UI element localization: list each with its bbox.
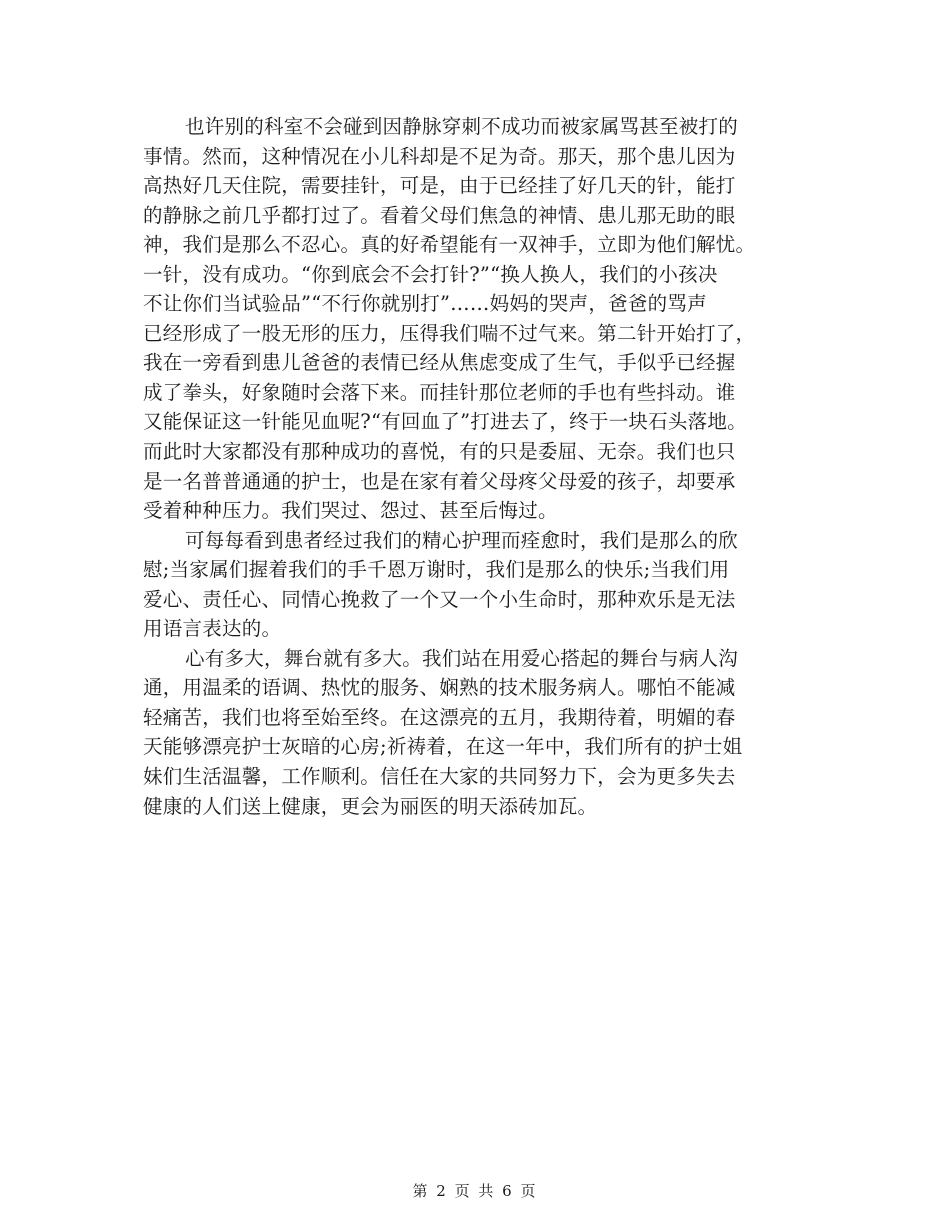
- text-line: 慰;当家属们握着我们的手千恩万谢时，我们是那么的快乐;当我们用: [143, 558, 730, 582]
- text-line: 天能够漂亮护士灰暗的心房;祈祷着，在这一年中，我们所有的护士姐: [143, 735, 743, 759]
- text-line: 可每每看到患者经过我们的精心护理而痊愈时，我们是那么的欣: [185, 528, 739, 552]
- text-line: 轻痛苦，我们也将至始至终。在这漂亮的五月，我期待着，明媚的春: [143, 705, 736, 729]
- text-line: 是一名普普通通的护士，也是在家有着父母疼父母爱的孩子，却要承: [143, 469, 736, 493]
- text-line: 神，我们是那么不忍心。真的好希望能有一双神手，立即为他们解忧。: [143, 233, 756, 257]
- text-line: 心有多大，舞台就有多大。我们站在用爱心搭起的舞台与病人沟: [185, 646, 739, 670]
- text-line: 高热好几天住院，需要挂针，可是，由于已经挂了好几天的针，能打: [143, 174, 736, 198]
- text-line: 用语言表达的。: [143, 617, 282, 641]
- text-line: 健康的人们送上健康，更会为丽医的明天添砖加瓦。: [143, 794, 598, 818]
- text-line: 又能保证这一针能见血呢?“有回血了”打进去了，终于一块石头落地。: [143, 410, 747, 434]
- text-line: 爱心、责任心、同情心挽救了一个又一个小生命时，那种欢乐是无法: [143, 587, 736, 611]
- text-line: 受着种种压力。我们哭过、怨过、甚至后悔过。: [143, 499, 558, 523]
- text-line: 我在一旁看到患儿爸爸的表情已经从焦虑变成了生气，手似乎已经握: [143, 351, 736, 375]
- text-line: 不让你们当试验品”“不行你就别打”……妈妈的哭声，爸爸的骂声: [143, 292, 707, 316]
- text-line: 的静脉之前几乎都打过了。看着父母们焦急的神情、患儿那无助的眼: [143, 203, 736, 227]
- text-line: 妹们生活温馨，工作顺利。信任在大家的共同努力下，会为更多失去: [143, 765, 736, 789]
- text-line: 也许别的科室不会碰到因静脉穿刺不成功而被家属骂甚至被打的: [185, 115, 739, 138]
- document-body: [143, 112, 813, 821]
- text-line: 成了拳头，好象随时会落下来。而挂针那位老师的手也有些抖动。谁: [143, 380, 736, 404]
- page-number: 第 2 页 共 6 页: [412, 1182, 538, 1200]
- text-line: 已经形成了一股无形的压力，压得我们喘不过气来。第二针开始打了，: [143, 321, 756, 345]
- text-line: 而此时大家都没有那种成功的喜悦，有的只是委屈、无奈。我们也只: [143, 440, 736, 464]
- text-line: 通，用温柔的语调、热忱的服务、娴熟的技术服务病人。哪怕不能减: [143, 676, 736, 700]
- text-line: 事情。然而，这种情况在小儿科却是不足为奇。那天，那个患儿因为: [143, 144, 736, 168]
- text-line: 一针，没有成功。“你到底会不会打针?”“换人换人，我们的小孩决: [143, 262, 718, 286]
